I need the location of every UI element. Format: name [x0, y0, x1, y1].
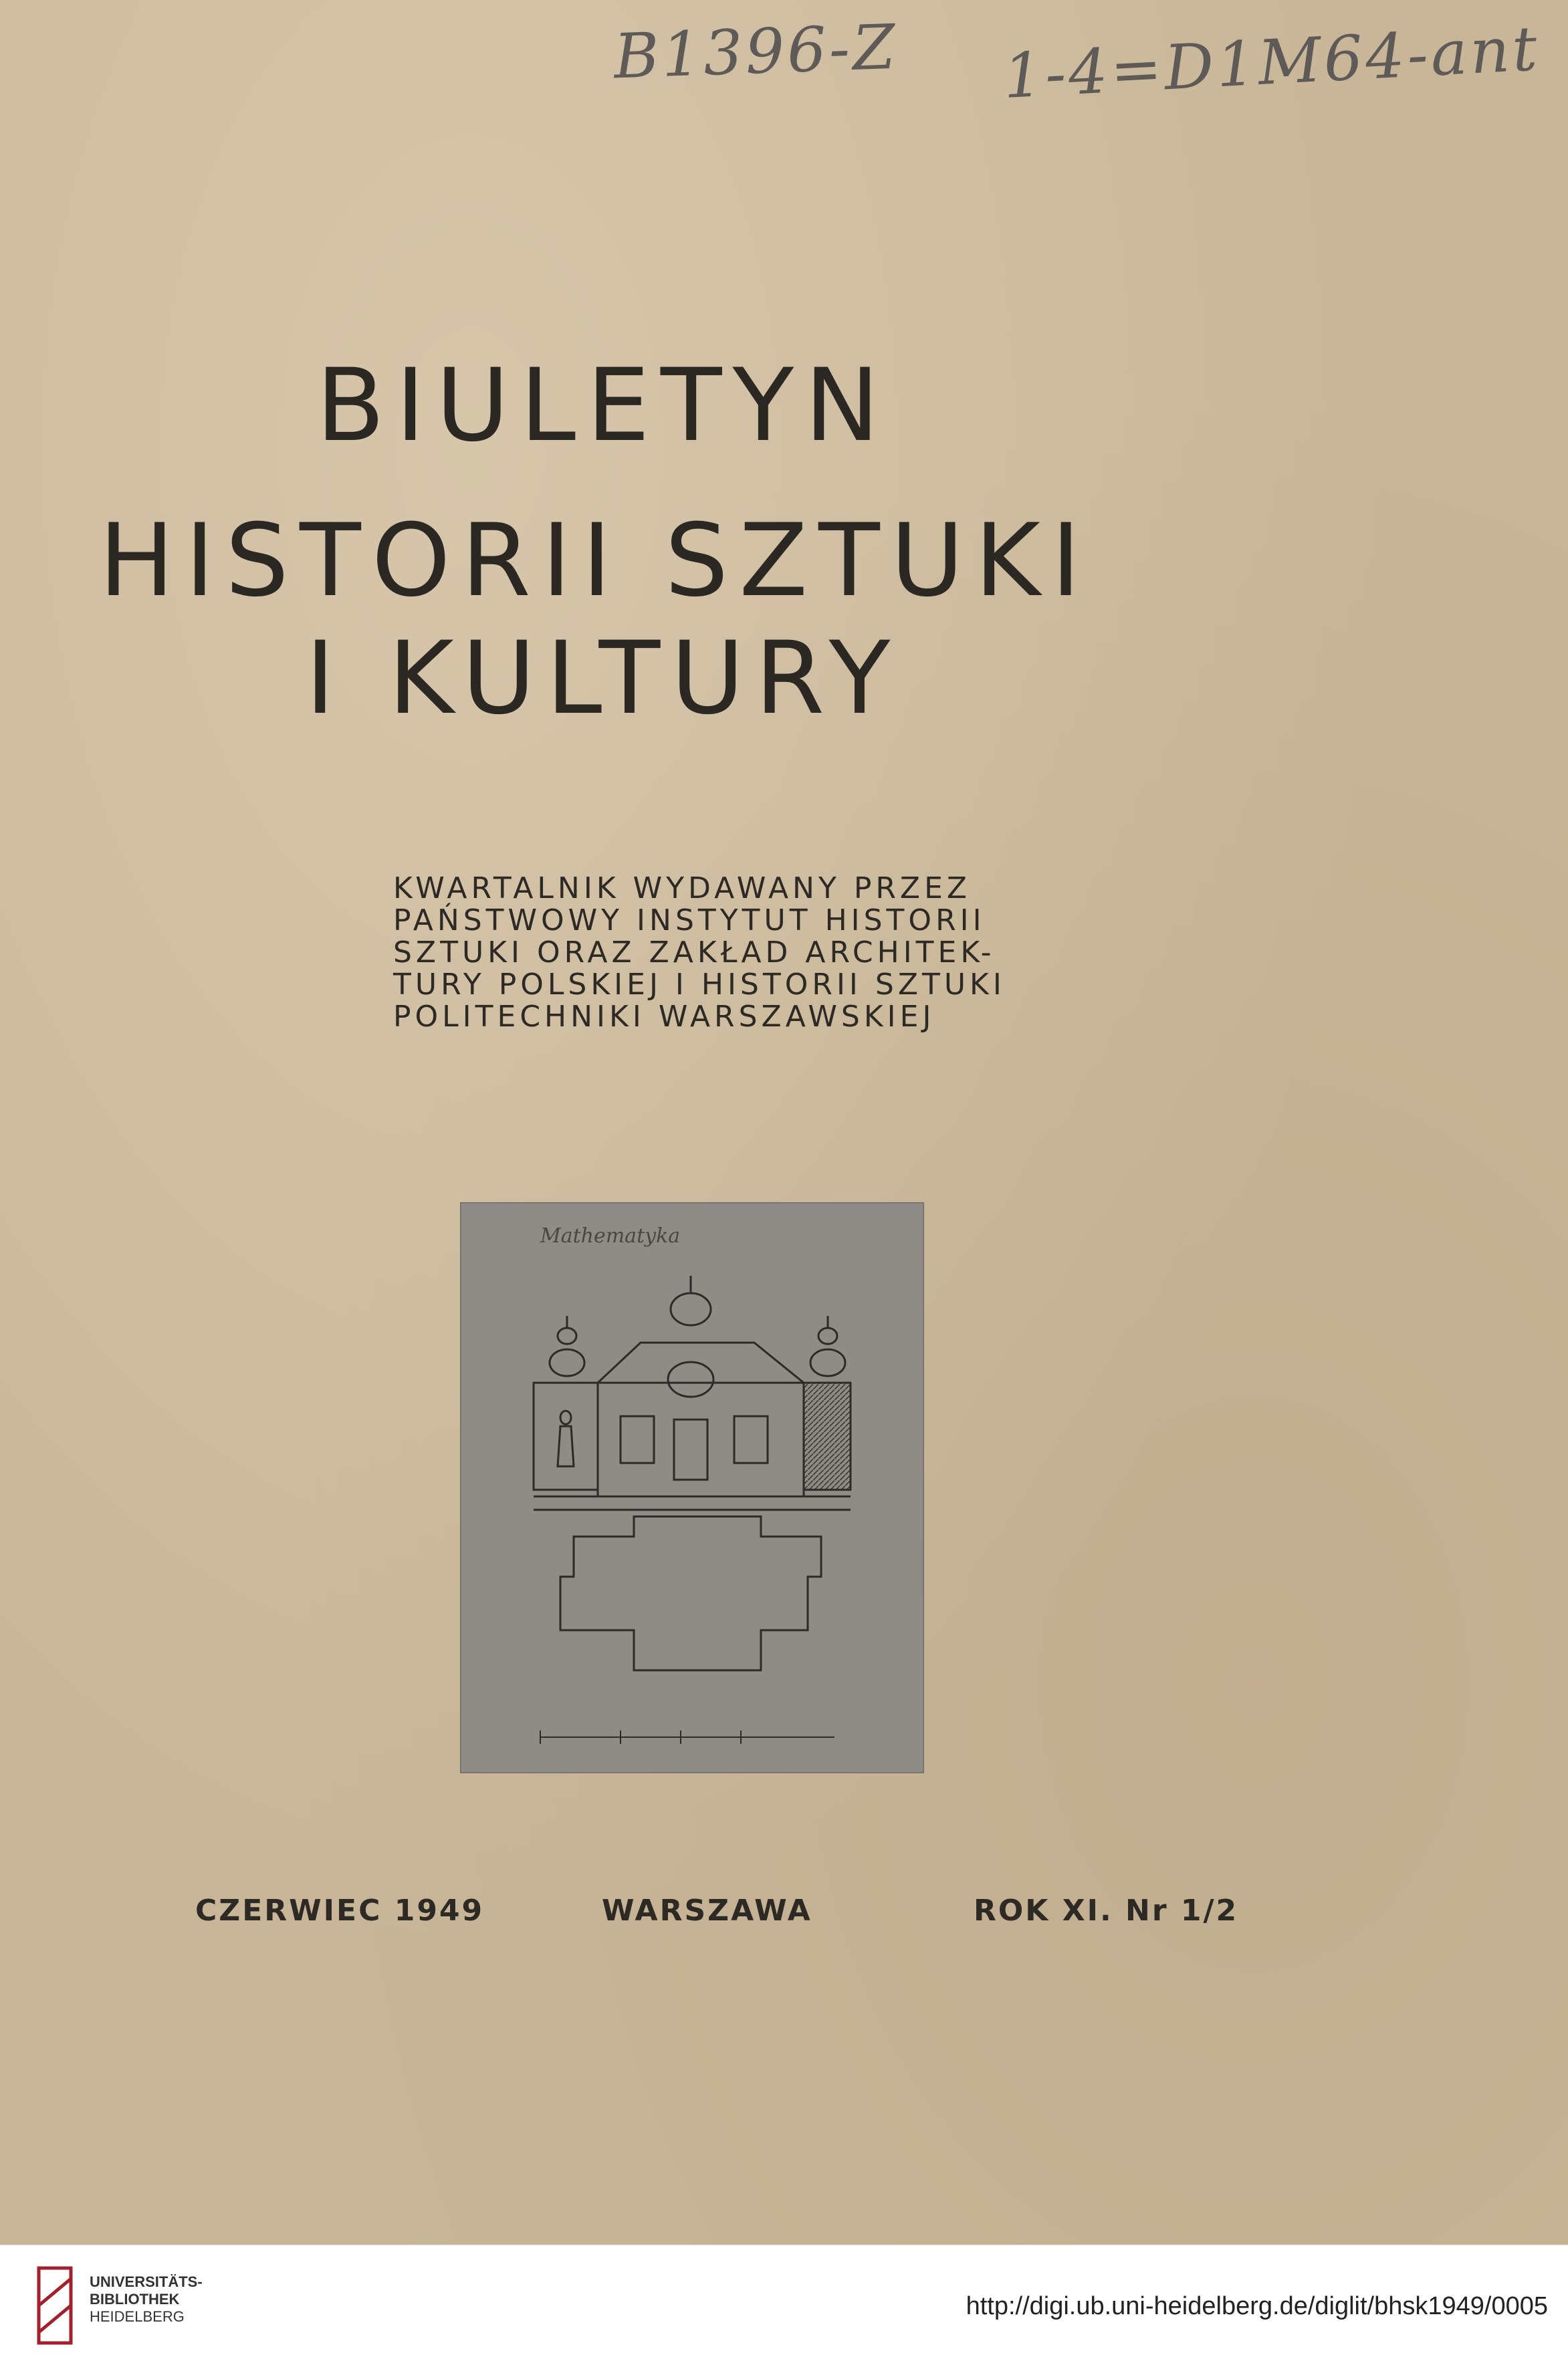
subtitle-line: PAŃSTWOWY INSTYTUT HISTORII [393, 903, 986, 937]
heidelberg-library-logo-icon [36, 2265, 74, 2346]
title-line-1: BIULETYN [316, 348, 891, 464]
library-name-line: HEIDELBERG [90, 2308, 185, 2325]
library-name-line: UNIVERSITÄTS- [90, 2273, 203, 2290]
library-name-line: BIBLIOTHEK [90, 2291, 180, 2308]
library-name [90, 2273, 203, 2326]
subtitle-line: KWARTALNIK WYDAWANY PRZEZ [393, 871, 972, 905]
publisher-description [393, 873, 1008, 1033]
permalink-url[interactable]: http://digi.ub.uni-heidelberg.de/diglit/bhsk1949/0005 [966, 2292, 1548, 2320]
drawing-caption: Mathematyka [540, 1224, 681, 1248]
subtitle-line: POLITECHNIKI WARSZAWSKIEJ [393, 1000, 935, 1034]
subtitle-line: SZTUKI ORAZ ZAKŁAD ARCHITEK- [393, 935, 996, 970]
issue-number: ROK XI. Nr 1/2 [974, 1894, 1239, 1928]
issue-date: CZERWIEC 1949 [195, 1894, 485, 1928]
title-line-3: I KULTURY [305, 621, 901, 737]
publication-city: WARSZAWA [602, 1894, 812, 1928]
handwritten-shelfmark: B1396-Z [612, 11, 899, 93]
digital-library-footer-bar [0, 2245, 1568, 2359]
pavilion-sketch [460, 1202, 924, 1773]
handwritten-range-note: 1-4=D1M64-ant [1001, 13, 1542, 112]
title-line-2: HISTORII SZTUKI [98, 503, 1092, 619]
subtitle-line: TURY POLSKIEJ I HISTORII SZTUKI [393, 968, 1006, 1002]
architectural-drawing-plate [460, 1202, 924, 1773]
